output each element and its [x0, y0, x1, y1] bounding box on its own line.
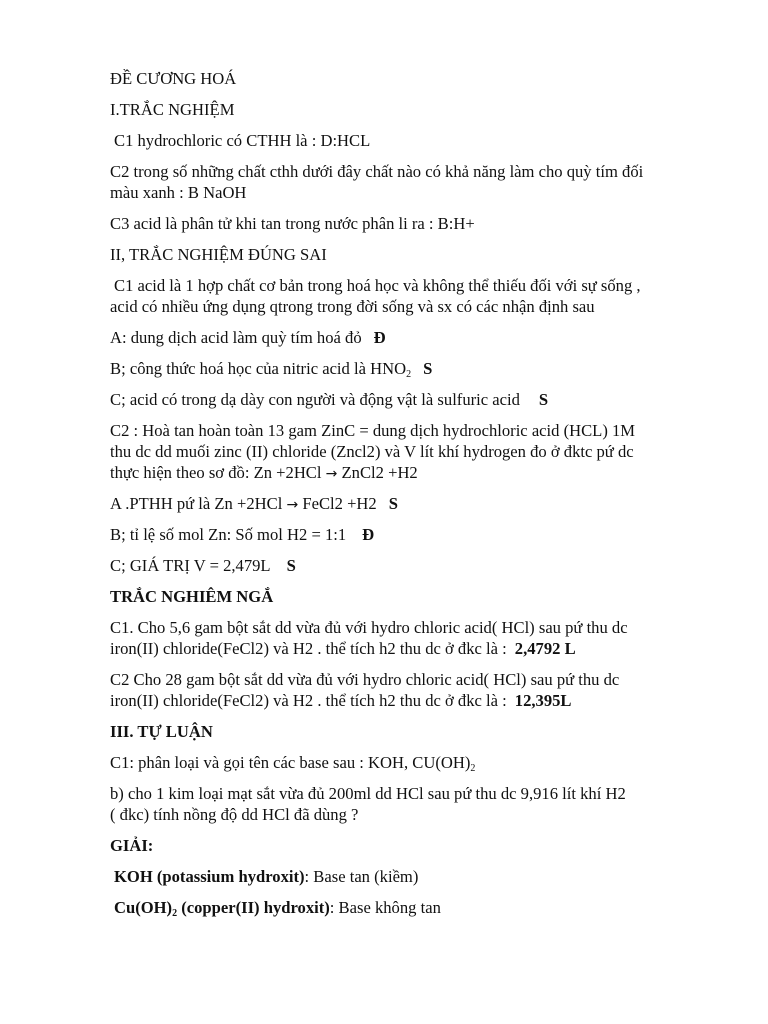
- question-text: iron(II) chloride(FeCl2) và H2 . thể tích h2 thu dc ở đkc là :: [110, 639, 507, 658]
- answer-value: 12,395L: [514, 691, 572, 710]
- statement-text: B; công thức hoá học của nitric acid là HNO: [110, 359, 407, 378]
- arrow-right-icon: →: [286, 497, 299, 513]
- tf-c1-line2: acid có nhiều ứng dụng qtrong trong đời sống và sx có các nhận định sau: [110, 297, 595, 316]
- essay-b-line1: b) cho 1 kim loại mạt sắt vừa đủ 200ml dd HCl sau pứ thu dc 9,916 lít khí H2: [110, 784, 626, 803]
- tf-c2-statement-a: [110, 494, 398, 515]
- tf-c2-line3: [110, 463, 418, 484]
- question-c2-line1: C2 trong số những chất cthh dưới đây chất nào có khả năng làm cho quỳ tím đối: [110, 162, 644, 181]
- sa-c2-line2: [110, 691, 571, 711]
- tf-c1-line1: C1 acid là 1 hợp chất cơ bản trong hoá học và không thể thiếu đối với sự sống ,: [114, 276, 641, 295]
- compound-class: : Base tan (kiềm): [304, 867, 419, 886]
- answer-mark: Đ: [373, 328, 386, 347]
- section-true-false: II, TRẮC NGHIỆM ĐÚNG SAI: [110, 245, 327, 264]
- compound-name: (copper(II) hydroxit): [177, 898, 330, 917]
- statement-text: B; tỉ lệ số mol Zn: Số mol H2 = 1:1: [110, 525, 347, 544]
- subscript: 2: [172, 908, 178, 919]
- tf-c1-statement-a: [110, 328, 386, 348]
- answer-mark: S: [538, 390, 549, 409]
- section-number: III: [110, 722, 130, 741]
- solution-label: GIẢI:: [110, 836, 154, 855]
- answer-mark: S: [388, 494, 398, 513]
- section-essay: [110, 722, 213, 742]
- answer-mark: Đ: [362, 525, 375, 544]
- tf-c1-statement-b: [110, 359, 432, 385]
- reaction-left: thực hiện theo sơ đồ: Zn +2HCl: [110, 463, 322, 482]
- statement-text-cont: FeCl2 +H2: [302, 494, 377, 513]
- statement-text: C; acid có trong dạ dày con người và động vật là sulfuric acid: [110, 390, 520, 409]
- section-short-answer: TRẮC NGHIÊM NGẮ: [110, 587, 274, 606]
- solution-cuoh2: [114, 898, 441, 924]
- essay-c1: [110, 753, 475, 779]
- sa-c1-line2: [110, 639, 576, 659]
- answer-mark: S: [423, 359, 433, 378]
- section-multiple-choice: I.TRẮC NGHIỆM: [110, 100, 235, 119]
- sa-c1-line1: C1. Cho 5,6 gam bột sắt dd vừa đủ với hydro chloric acid( HCl) sau pứ thu dc: [110, 618, 628, 637]
- compound-name: KOH (potassium hydroxit): [114, 867, 305, 886]
- solution-koh: [114, 867, 418, 887]
- statement-text: A: dung dịch acid làm quỳ tím hoá đỏ: [110, 328, 362, 347]
- tf-c2-line1: C2 : Hoà tan hoàn toàn 13 gam ZinC = dung dịch hydrochloric acid (HCL) 1M: [110, 421, 636, 440]
- answer-value: 2,4792 L: [514, 639, 576, 658]
- question-c2-line2: màu xanh : B NaOH: [110, 183, 247, 202]
- sa-c2-line1: C2 Cho 28 gam bột sắt dd vừa đủ với hydro chloric acid( HCl) sau pứ thu dc: [110, 670, 620, 689]
- tf-c2-statement-b: [110, 525, 374, 545]
- subscript: 2: [470, 763, 476, 774]
- section-label: . TỰ LUẬN: [129, 722, 213, 741]
- essay-b-line2: ( đkc) tính nồng độ dd HCl đã dùng ?: [110, 805, 359, 824]
- subscript: 2: [406, 369, 412, 380]
- tf-c2-line2: thu dc dd muối zinc (II) chloride (Zncl2) và V lít khí hydrogen đo ở đktc pứ dc: [110, 442, 634, 461]
- tf-c1-statement-c: [110, 390, 548, 410]
- reaction-right: ZnCl2 +H2: [341, 463, 418, 482]
- question-c1: C1 hydrochloric có CTHH là : D:HCL: [114, 131, 371, 150]
- question-c3: C3 acid là phân tử khi tan trong nước phân li ra : B:H+: [110, 214, 475, 233]
- answer-mark: S: [286, 556, 296, 575]
- question-text: iron(II) chloride(FeCl2) và H2 . thể tích h2 thu dc ở đkc là :: [110, 691, 507, 710]
- compound-class: : Base không tan: [329, 898, 441, 917]
- statement-text: C; GIÁ TRỊ V = 2,479L: [110, 556, 271, 575]
- tf-c2-statement-c: [110, 556, 296, 576]
- compound-formula: Cu(OH): [114, 898, 173, 917]
- doc-title: ĐỀ CƯƠNG HOÁ: [110, 69, 237, 88]
- statement-text: A .PTHH pứ là Zn +2HCl: [110, 494, 283, 513]
- arrow-right-icon: →: [325, 466, 338, 482]
- question-text: C1: phân loại và gọi tên các base sau : KOH, CU(OH): [110, 753, 471, 772]
